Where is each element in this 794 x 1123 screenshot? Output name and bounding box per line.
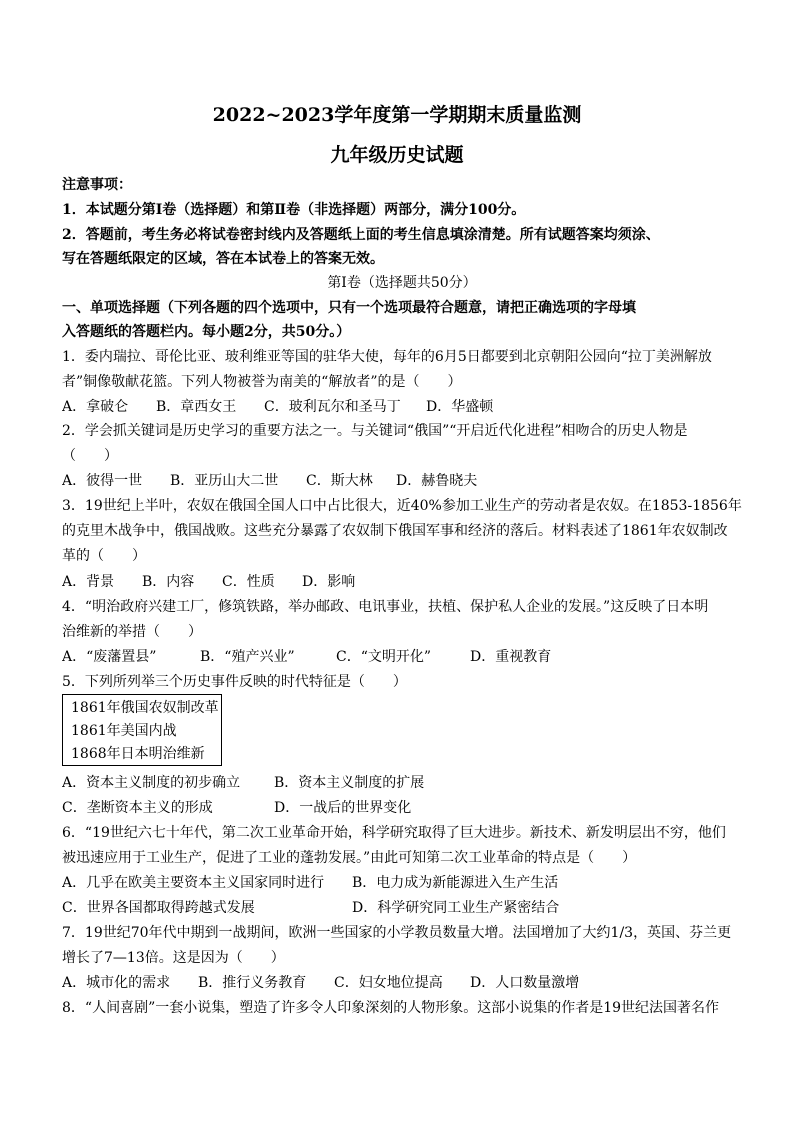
question-7-option-a: A．城市化的需求 [62,975,171,991]
question-5-event-1: 1861年俄国农奴制改革 [71,700,219,716]
question-5-line-1: 5．下列所列举三个历史事件反映的时代特征是（ ） [62,674,407,690]
question-6-line-2: 被迅速应用于工业生产，促进了工业的蓬勃发展。”由此可知第二次工业革命的特点是（ ） [62,850,637,866]
notes-heading: 注意事项： [62,177,132,193]
question-2-option-d: D．赫鲁晓夫 [396,473,478,489]
notes-item-2-line-2: 写在答题纸限定的区域，答在本试卷上的答案无效。 [62,251,384,267]
question-5-event-2: 1861年美国内战 [71,723,177,739]
question-3-option-d: D．影响 [302,574,356,590]
question-5-options-row-1 [62,774,742,792]
question-4-options [62,648,742,666]
question-8-line-1: 8．“人间喜剧”一套小说集，塑造了许多令人印象深刻的人物形象。这部小说集的作者是19世纪法国著名作 [62,1000,720,1016]
question-3-line-3: 革的（ ） [62,548,146,564]
question-5-option-b: B．资本主义制度的扩展 [274,775,425,791]
question-7-options [62,974,742,992]
question-2-line-1: 2．学会抓关键词是历史学习的重要方法之一。与关键词“俄国”“开启近代化进程”相吻合的历史人物是 [62,423,688,439]
question-3-options [62,573,742,591]
question-3-line-2: 的克里木战争中，俄国战败。这些充分暴露了农奴制下俄国军事和经济的落后。材料表述了1861年农奴制改 [62,523,728,539]
question-6-options-row-1 [62,874,742,892]
question-1-option-b: B．章西女王 [156,399,237,415]
section-instruction-line-2: 入答题纸的答题栏内。每小题2分，共50分。） [62,324,351,340]
question-7-option-b: B．推行义务教育 [198,975,307,991]
question-6-option-b: B．电力成为新能源进入生产生活 [352,875,559,891]
question-7-line-2: 增长了7—13倍。这是因为（ ） [62,950,285,966]
question-1-options [62,398,742,416]
question-2-option-b: B．亚历山大二世 [170,473,279,489]
question-5-option-d: D．一战后的世界变化 [274,800,412,816]
section-instruction-line-1: 一、单项选择题（下列各题的四个选项中，只有一个选项最符合题意，请把正确选项的字母填 [62,300,636,316]
question-2-option-c: C．斯大林 [306,473,373,489]
question-3-option-a: A．背景 [62,574,115,590]
question-6-option-a: A．几乎在欧美主要资本主义国家同时进行 [62,875,325,891]
question-1-line-2: 者”铜像敬献花篮。下列人物被誉为南美的“解放者”的是（ ） [62,374,462,390]
question-4-option-b: B．“殖产兴业” [200,649,295,665]
question-4-option-c: C．“文明开化” [336,649,432,665]
question-7-option-c: C．妇女地位提高 [334,975,443,991]
exam-title: 2022~2023学年度第一学期期末质量监测 [212,104,582,126]
question-4-option-d: D．重视教育 [470,649,552,665]
question-2-option-a: A．彼得一世 [62,473,143,489]
question-2-line-2: （ ） [62,448,118,464]
question-6-option-c: C．世界各国都取得跨越式发展 [62,900,255,916]
question-1-line-1: 1．委内瑞拉、哥伦比亚、玻利维亚等国的驻华大使，每年的6月5日都要到北京朝阳公园向“拉丁美洲解放 [62,349,712,365]
section-title: 第Ⅰ卷（选择题共50分） [327,275,477,291]
question-5-event-box [62,694,222,766]
question-1-option-d: D．华盛顿 [426,399,494,415]
question-1-option-a: A．拿破仑 [62,399,129,415]
question-4-option-a: A．“废藩置县” [62,649,157,665]
question-5-option-c: C．垄断资本主义的形成 [62,800,213,816]
question-6-option-d: D．科学研究同工业生产紧密结合 [352,900,560,916]
question-7-option-d: D．人口数量激增 [470,975,580,991]
question-7-line-1: 7．19世纪70年代中期到一战期间，欧洲一些国家的小学教员数量大增。法国增加了大约1/3，英国、芬兰更 [62,925,732,941]
question-6-options-row-2 [62,899,742,917]
question-3-option-c: C．性质 [222,574,275,590]
question-3-line-1: 3．19世纪上半叶，农奴在俄国全国人口中占比很大，近40%参加工业生产的劳动者是农奴。在1853-1856年 [62,498,742,514]
question-6-line-1: 6．“19世纪六七十年代，第二次工业革命开始，科学研究取得了巨大进步。新技术、新发明层出不穷，他们 [62,825,726,841]
question-5-options-row-2 [62,799,742,817]
exam-subtitle: 九年级历史试题 [330,144,464,166]
question-2-options [62,472,742,490]
question-5-option-a: A．资本主义制度的初步确立 [62,775,241,791]
question-4-line-2: 治维新的举措（ ） [62,624,202,640]
notes-item-1: 1．本试题分第Ⅰ卷（选择题）和第Ⅱ卷（非选择题）两部分，满分100分。 [62,202,526,218]
question-3-option-b: B．内容 [142,574,195,590]
notes-item-2-line-1: 2．答题前，考生务必将试卷密封线内及答题纸上面的考生信息填涂清楚。所有试题答案均须涂、 [62,227,660,243]
question-1-option-c: C．玻利瓦尔和圣马丁 [264,399,401,415]
question-5-event-3: 1868年日本明治维新 [71,746,205,762]
question-4-line-1: 4．“明治政府兴建工厂，修筑铁路，举办邮政、电讯事业，扶植、保护私人企业的发展。”这反映了日本明 [62,599,709,615]
